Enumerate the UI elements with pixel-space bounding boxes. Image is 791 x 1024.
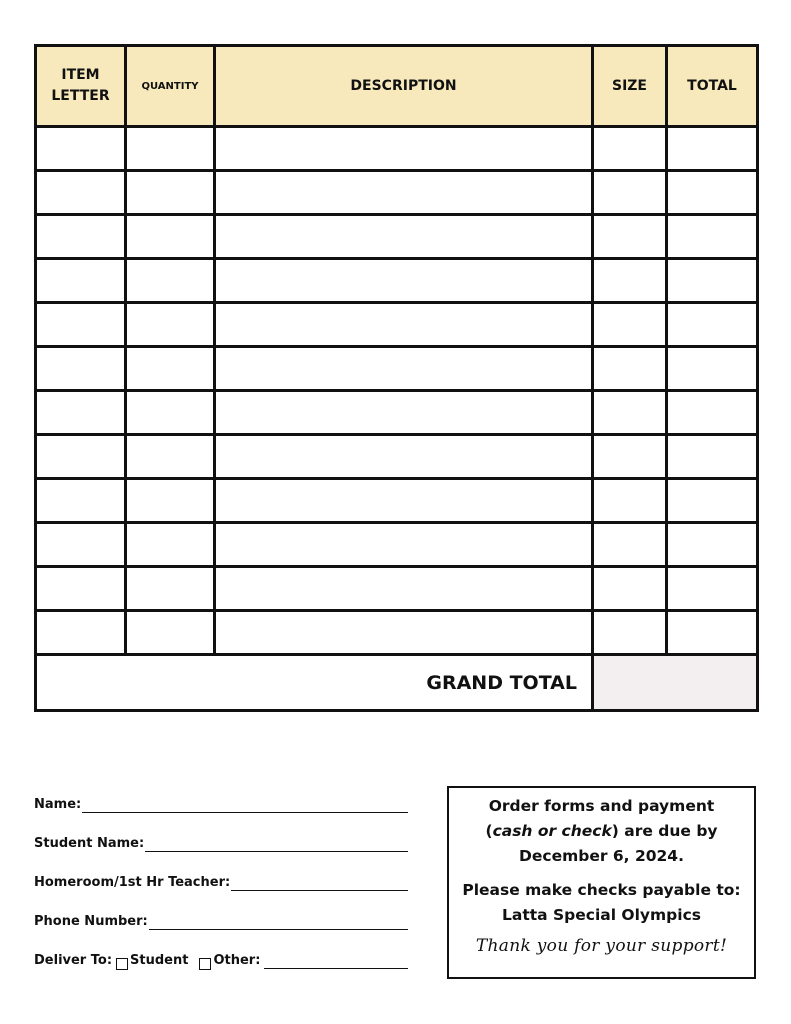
cell-description[interactable] (215, 259, 593, 303)
cell-quantity[interactable] (126, 611, 215, 655)
cell-description[interactable] (215, 391, 593, 435)
deliver-student-checkbox[interactable] (116, 958, 128, 970)
cell-quantity[interactable] (126, 347, 215, 391)
cell-description[interactable] (215, 435, 593, 479)
cell-total[interactable] (667, 435, 758, 479)
cell-size[interactable] (593, 391, 667, 435)
payable-line-2: Latta Special Olympics (501, 906, 702, 924)
cell-size[interactable] (593, 479, 667, 523)
cell-item-letter[interactable] (36, 523, 126, 567)
cell-size[interactable] (593, 127, 667, 171)
cell-total[interactable] (667, 127, 758, 171)
due-line-3: December 6, 2024. (519, 847, 684, 865)
cell-total[interactable] (667, 215, 758, 259)
cell-item-letter[interactable] (36, 215, 126, 259)
cell-quantity[interactable] (126, 523, 215, 567)
header-item-letter (36, 46, 126, 127)
header-total: TOTAL (667, 46, 758, 127)
grand-total-value[interactable] (593, 655, 758, 711)
cell-total[interactable] (667, 523, 758, 567)
phone-label: Phone Number: (34, 914, 148, 929)
cell-description[interactable] (215, 523, 593, 567)
deliver-student-option[interactable] (116, 953, 188, 969)
deliver-other-checkbox[interactable] (199, 958, 211, 970)
cell-quantity[interactable] (126, 259, 215, 303)
cell-quantity[interactable] (126, 127, 215, 171)
deliver-to-label: Deliver To: (34, 953, 113, 968)
teacher-field (34, 875, 408, 891)
payment-methods: cash or check (492, 822, 612, 840)
order-row (36, 391, 758, 435)
grand-total-row (36, 655, 758, 711)
cell-size[interactable] (593, 347, 667, 391)
student-name-field (34, 836, 408, 852)
due-line-2-close: ) are due by (611, 822, 718, 840)
name-label: Name: (34, 797, 82, 812)
cell-item-letter[interactable] (36, 347, 126, 391)
cell-item-letter[interactable] (36, 171, 126, 215)
cell-size[interactable] (593, 303, 667, 347)
deliver-to-field (34, 953, 408, 969)
cell-total[interactable] (667, 611, 758, 655)
payment-info-box (447, 786, 756, 979)
due-line-2 (449, 819, 754, 844)
cell-total[interactable] (667, 391, 758, 435)
header-size: SIZE (593, 46, 667, 127)
order-row (36, 259, 758, 303)
order-table (34, 44, 759, 712)
cell-item-letter[interactable] (36, 611, 126, 655)
due-line-1: Order forms and payment (488, 797, 715, 815)
cell-item-letter[interactable] (36, 391, 126, 435)
cell-size[interactable] (593, 435, 667, 479)
cell-description[interactable] (215, 479, 593, 523)
cell-item-letter[interactable] (36, 303, 126, 347)
name-field (34, 797, 408, 813)
teacher-input-line[interactable] (231, 875, 408, 891)
order-row (36, 215, 758, 259)
name-input-line[interactable] (82, 797, 408, 813)
order-row (36, 567, 758, 611)
due-line-2-open: ( (485, 822, 493, 840)
header-quantity: QUANTITY (126, 46, 215, 127)
deliver-other-option[interactable] (199, 953, 260, 969)
cell-size[interactable] (593, 567, 667, 611)
header-row (36, 46, 758, 127)
order-row (36, 479, 758, 523)
order-row (36, 347, 758, 391)
cell-quantity[interactable] (126, 303, 215, 347)
cell-description[interactable] (215, 171, 593, 215)
cell-total[interactable] (667, 479, 758, 523)
cell-item-letter[interactable] (36, 567, 126, 611)
cell-item-letter[interactable] (36, 479, 126, 523)
order-row (36, 303, 758, 347)
cell-total[interactable] (667, 303, 758, 347)
order-row (36, 171, 758, 215)
cell-size[interactable] (593, 171, 667, 215)
teacher-label: Homeroom/1st Hr Teacher: (34, 875, 231, 890)
cell-description[interactable] (215, 347, 593, 391)
order-row (36, 435, 758, 479)
cell-item-letter[interactable] (36, 127, 126, 171)
cell-description[interactable] (215, 127, 593, 171)
order-rows (36, 127, 758, 655)
student-name-label: Student Name: (34, 836, 145, 851)
payable-notice (449, 878, 754, 928)
cell-description[interactable] (215, 567, 593, 611)
cell-size[interactable] (593, 611, 667, 655)
cell-quantity[interactable] (126, 435, 215, 479)
cell-quantity[interactable] (126, 215, 215, 259)
phone-field (34, 914, 408, 930)
cell-quantity[interactable] (126, 479, 215, 523)
cell-description[interactable] (215, 215, 593, 259)
cell-size[interactable] (593, 259, 667, 303)
cell-quantity[interactable] (126, 171, 215, 215)
cell-total[interactable] (667, 347, 758, 391)
header-description: DESCRIPTION (215, 46, 593, 127)
deliver-other-label: Other: (213, 953, 261, 968)
phone-input-line[interactable] (149, 914, 408, 930)
cell-description[interactable] (215, 611, 593, 655)
deliver-student-label: Student (130, 953, 189, 968)
cell-total[interactable] (667, 259, 758, 303)
grand-total-label: GRAND TOTAL (36, 655, 593, 711)
header-item-letter-line-2: LETTER (51, 88, 110, 104)
header-item-letter-line-1: ITEM (61, 67, 100, 83)
cell-quantity[interactable] (126, 567, 215, 611)
cell-description[interactable] (215, 303, 593, 347)
order-row (36, 127, 758, 171)
cell-quantity[interactable] (126, 391, 215, 435)
cell-size[interactable] (593, 215, 667, 259)
cell-item-letter[interactable] (36, 435, 126, 479)
order-row (36, 611, 758, 655)
cell-total[interactable] (667, 171, 758, 215)
cell-total[interactable] (667, 567, 758, 611)
order-row (36, 523, 758, 567)
cell-item-letter[interactable] (36, 259, 126, 303)
thank-you-message: Thank you for your support! (475, 936, 728, 956)
due-date-notice (449, 794, 754, 869)
cell-size[interactable] (593, 523, 667, 567)
payable-line-1: Please make checks payable to: (462, 881, 741, 899)
student-name-input-line[interactable] (145, 836, 408, 852)
deliver-other-input-line[interactable] (264, 953, 408, 969)
